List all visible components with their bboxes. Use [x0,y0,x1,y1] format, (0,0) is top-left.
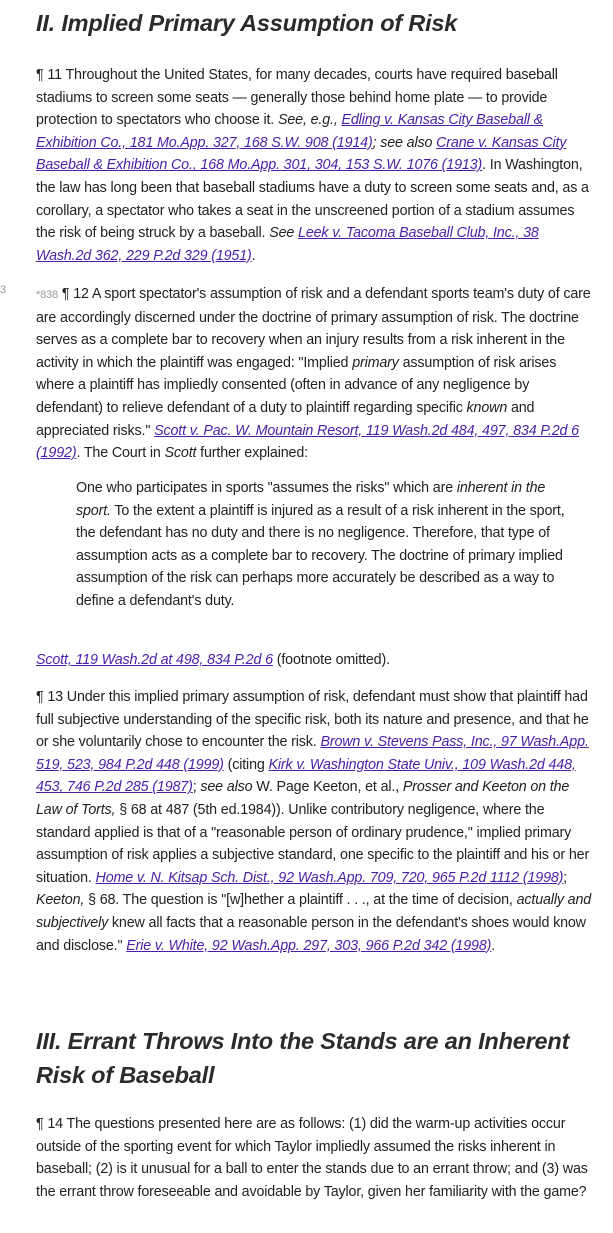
emphasis-known: known [466,399,508,416]
page-number-marker: *838 [36,289,59,301]
quote-citation [36,649,596,672]
margin-mark: 3 [0,284,7,296]
block-quote [76,477,576,613]
emphasis-inherent: inherent in the sport. [76,480,546,519]
text: knew all facts that a reasonable person in the defendant's shoes would know and disclose." [36,914,586,954]
citation-link-scott[interactable]: Scott v. Pac. W. Mountain Resort, 119 Wash.2d 484, 497, 834 P.2d 6 (1992) [36,422,579,462]
signal-see: See [269,225,299,242]
text: § 68. The question is "[w]hether a plaintiff . . ., at the time of decision, [84,892,517,909]
text: ¶ 13 Under this implied primary assumption of risk, defendant must show that plaintiff had full subjective understanding of the specific risk, both its nature and presence, and that he or she voluntarily chose to encounter the risk. [36,689,589,751]
signal-see-also: see also [380,134,437,151]
heading-line-1: III. Errant Throws Into the Stands are an Inherent [36,1028,570,1054]
treatise-title: Prosser and Keeton on the Law of Torts, [36,779,570,818]
text: (footnote omitted). [272,652,390,668]
citation-link-home[interactable]: Home v. N. Kitsap Sch. Dist., 92 Wash.App. 709, 720, 965 P.2d 1112 (1998) [95,869,564,886]
text: § 68 at 487 (5th ed.1984)). Unlike contributory negligence, where the standard applied is that of a "reasonable person of ordinary prudence," implied primary assumption of risk applies a subjective standard, one specific to the plaintiff and his or her situation. [36,801,590,886]
text: ¶ 11 Throughout the United States, for many decades, courts have required baseball stadiums to screen some seats — generally those behind home plate — to provide protection to spectators who choose it. [36,67,558,129]
text: . [251,247,256,264]
text: and appreciated risks." [36,399,535,439]
citation-link-brown[interactable]: Brown v. Stevens Pass, Inc., 97 Wash.App. 519, 523, 984 P.2d 448 (1999) [36,734,589,773]
text: further explained: [196,445,308,462]
paragraph-12 [36,283,596,465]
heading-line-2: Risk of Baseball [36,1062,215,1088]
text: ¶ 12 A sport spectator's assumption of risk and a defendant sports team's duty of care are accordingly discerned under the doctrine of primary assumption of risk. The doctrine serves as a complete bar to recovery when an injury results from a risk inherent in the activity in which the plaintiff was engaged: "Implied [36,286,591,371]
text: ; [372,134,381,151]
citation-link-edling[interactable]: Edling v. Kansas City Baseball & Exhibition Co., 181 Mo.App. 327, 168 S.W. 908 (1914) [36,112,544,151]
citation-link-erie[interactable]: Erie v. White, 92 Wash.App. 297, 303, 966 P.2d 342 (1998) [126,937,492,954]
signal-see-eg: See, e.g., [277,112,342,129]
text: W. Page Keeton, et al., [252,779,403,796]
text: . In Washington, the law has long been that baseball stadiums have a duty to screen some seats and, as a corollary, a spectator who takes a seat in the unscreened portion of a stadium assumes the risk of being struck by a baseball. [36,157,589,242]
emphasis-primary: primary [352,354,399,371]
citation-link-kirk[interactable]: Kirk v. Washington State Univ., 109 Wash.2d 448, 453, 746 P.2d 285 (1987) [36,756,576,796]
section-heading-implied-primary-assumption: II. Implied Primary Assumption of Risk [36,10,458,36]
text: . [491,937,496,954]
text: To the extent a plaintiff is injured as a result of a risk inherent in the sport, the defendant has no duty and there is no negligence. Therefore, that type of assumption acts as a complete bar to recovery. The doctrine of primary implied assumption of the risk can perhaps more accurately be described as a way to define a defendant's duty. [76,502,565,609]
text: ; [563,869,568,886]
text: . The Court in [76,445,165,462]
text: (citing [223,756,269,773]
paragraph-13 [36,686,596,957]
case-name-scott: Scott [164,445,197,462]
emphasis-actually-subjectively: actually and subjectively [36,892,592,931]
citation-link-scott-pin[interactable]: Scott, 119 Wash.2d at 498, 834 P.2d 6 [36,652,273,668]
citation-link-leek[interactable]: Leek v. Tacoma Baseball Club, Inc., 38 Wash.2d 362, 229 P.2d 329 (1951) [36,225,539,264]
text: ¶ 14 The questions presented here are as follows: (1) did the warm-up activities occur outside of the sporting event for which Taylor impliedly assumed the risks inherent in baseball; (2) is it unusual for a ball to enter the stands due to an errant throw; and (3) was the errant throw foreseeable and avoidable by Taylor, given her familiarity with the game? [36,1116,588,1200]
paragraph-14 [36,1113,596,1203]
paragraph-11 [36,64,596,267]
section-heading-errant-throws [36,1024,569,1092]
short-cite-keeton: Keeton, [36,892,85,909]
citation-link-crane[interactable]: Crane v. Kansas City Baseball & Exhibition Co., 168 Mo.App. 301, 304, 153 S.W. 1076 (1913) [36,134,567,174]
signal-see-also: see also [200,779,253,796]
text: One who participates in sports "assumes the risks" which are [76,480,457,496]
text: ; [192,779,201,796]
text: assumption of risk arises where a plaintiff has impliedly consented (often in advance of any negligence by defendant) to relieve defendant of a duty to plaintiff regarding specific [36,354,557,416]
